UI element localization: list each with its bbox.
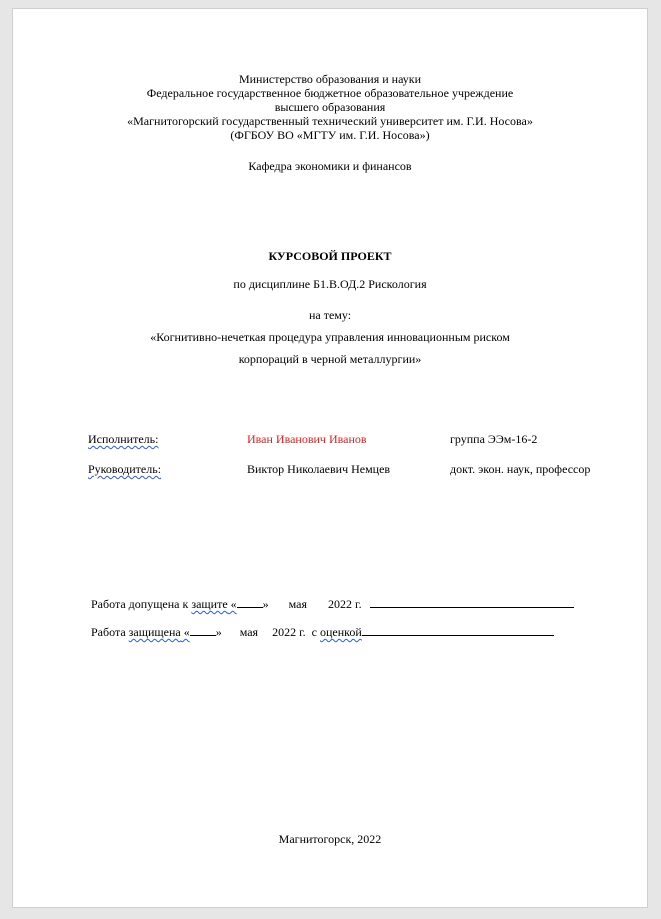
defended-close-quote: » bbox=[215, 625, 222, 639]
admitted-close-quote: » bbox=[262, 597, 269, 611]
admitted-signature-blank bbox=[370, 596, 574, 608]
department-line: Кафедра экономики и финансов bbox=[248, 159, 412, 173]
topic-line-2: корпораций в черной металлургии» bbox=[238, 352, 422, 366]
education-level-line: высшего образования bbox=[274, 100, 386, 114]
university-line: «Магнитогорский государственный технический университет им. Г.И. Носова» bbox=[127, 114, 533, 128]
defended-month: мая bbox=[239, 625, 259, 639]
defended-word: защищена bbox=[128, 625, 181, 639]
executor-name: Иван Иванович Иванов bbox=[247, 432, 367, 446]
defended-prefix: Работа bbox=[91, 625, 129, 639]
executor-group: группа ЭЭм-16-2 bbox=[450, 432, 538, 446]
admitted-day-blank bbox=[237, 596, 263, 608]
defended-year: 2022 г. bbox=[272, 625, 306, 639]
supervisor-degree: докт. экон. наук, профессор bbox=[450, 462, 591, 476]
defended-with: с bbox=[311, 625, 320, 639]
ministry-line: Министерство образования и науки bbox=[238, 72, 422, 86]
admitted-prefix: Работа допущена к bbox=[91, 597, 192, 611]
city-year-line: Магнитогорск, 2022 bbox=[278, 832, 382, 846]
admitted-line bbox=[91, 596, 574, 611]
topic-line-1: «Когнитивно-нечеткая процедура управления инновационным риском bbox=[150, 330, 510, 344]
abbreviation-line: (ФГБОУ ВО «МГТУ им. Г.И. Носова») bbox=[230, 128, 430, 142]
admitted-year: 2022 г. bbox=[328, 597, 362, 611]
document-page bbox=[12, 8, 648, 908]
executor-label: Исполнитель: bbox=[88, 432, 159, 446]
on-topic-line: на тему: bbox=[308, 308, 352, 322]
admitted-word: защите bbox=[191, 597, 228, 611]
supervisor-name: Виктор Николаевич Немцев bbox=[247, 462, 391, 476]
defended-day-blank bbox=[190, 624, 216, 636]
defended-open-quote: « bbox=[180, 625, 190, 639]
defended-grade-blank bbox=[362, 624, 554, 636]
institution-type-line: Федеральное государственное бюджетное образовательное учреждение bbox=[146, 86, 514, 100]
defended-line bbox=[91, 624, 554, 639]
discipline-line: по дисциплине Б1.В.ОД.2 Рискология bbox=[233, 277, 427, 291]
admitted-month: мая bbox=[288, 597, 308, 611]
defended-grade-word: оценкой bbox=[319, 625, 362, 639]
supervisor-label: Руководитель: bbox=[88, 462, 162, 476]
doc-type-title: КУРСОВОЙ ПРОЕКТ bbox=[268, 249, 392, 263]
admitted-open-quote: « bbox=[227, 597, 237, 611]
